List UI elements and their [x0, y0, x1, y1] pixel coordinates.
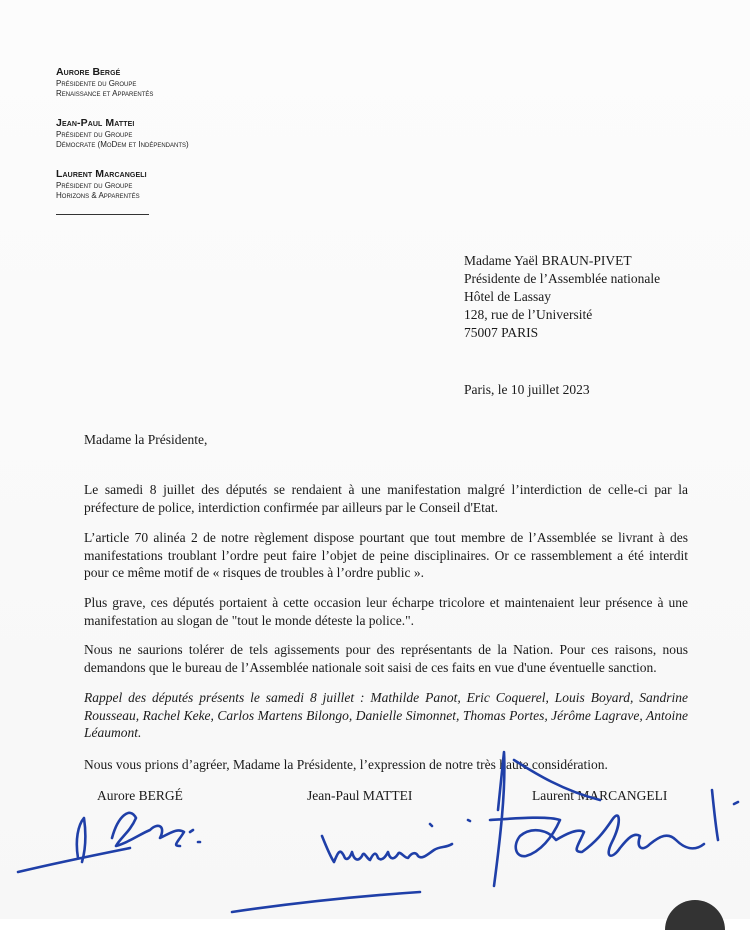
paragraph-closing: Nous vous prions d’agréer, Madame la Présidente, l’expression de notre très haute considération.: [84, 757, 608, 772]
signatory-mattei: Jean-Paul MATTEI: [307, 788, 413, 803]
signature-berge: [18, 813, 200, 872]
signatory-marcangeli: Laurent MARCANGELI: [532, 788, 668, 803]
salutation: Madame la Présidente,: [84, 432, 208, 447]
paragraph-4: Nous ne saurions tolérer de tels agissements pour des représentants de la Nation. Pour ces raisons, nous demandons que le bureau de l’Assemblée nationale soit saisi de ces faits en vue d'une éventuelle sanction.: [84, 642, 688, 675]
paragraph-3: Plus grave, ces députés portaient à cette occasion leur écharpe tricolore et maintenaient leur présence à une manifestation au slogan de "tout le monde déteste la police.".: [84, 595, 688, 628]
recipient-building: Hôtel de Lassay: [464, 289, 551, 304]
sender-role: Président du Groupe: [56, 130, 133, 139]
ink-strokes: [18, 752, 738, 912]
letter-date: Paris, le 10 juillet 2023: [464, 382, 590, 397]
recipient-title: Présidente de l’Assemblée nationale: [464, 271, 661, 286]
signature-marcangeli: [490, 752, 738, 886]
signature-mattei: [232, 820, 470, 912]
paragraph-deputies: Rappel des députés présents le samedi 8 juillet : Mathilde Panot, Eric Coquerel, Louis Boyard, Sandrine Rousseau, Rachel Keke, Carlos Martens Bilongo, Danielle Simonnet, Thomas Portes, Jérôme Lagrave, Antoine Léaumont.: [84, 690, 688, 740]
sender-name: Laurent Marcangeli: [56, 168, 147, 180]
sender-group: Démocrate (MoDem et Indépendants): [56, 140, 189, 149]
recipient-name: Madame Yaël BRAUN-PIVET: [464, 253, 632, 268]
sender-role: Présidente du Groupe: [56, 79, 137, 88]
sender-group: Horizons & Apparentés: [56, 191, 140, 200]
recipient-street: 128, rue de l’Université: [464, 307, 593, 322]
sender-role: Président du Groupe: [56, 181, 133, 190]
sender-group: Renaissance et Apparentés: [56, 89, 154, 98]
recipient-city: 75007 PARIS: [464, 325, 539, 340]
paragraph-2: L’article 70 alinéa 2 de notre règlement dispose pourtant que tout membre de l’Assemblée se livrant à des manifestations troublant l’ordre peut faire l’objet de peine disciplinaires. Or ce rassemblement a été interdit pour ce même motif de « risques de troubles à l’ordre public ».: [84, 530, 688, 580]
sender-name: Aurore Bergé: [56, 66, 121, 78]
sender-name: Jean-Paul Mattei: [56, 117, 135, 129]
paragraph-1: Le samedi 8 juillet des députés se rendaient à une manifestation malgré l’interdiction de celle-ci par la préfecture de police, interdiction confirmée par ailleurs par le Conseil d'Etat.: [84, 482, 688, 515]
signatory-berge: Aurore BERGÉ: [97, 788, 183, 803]
